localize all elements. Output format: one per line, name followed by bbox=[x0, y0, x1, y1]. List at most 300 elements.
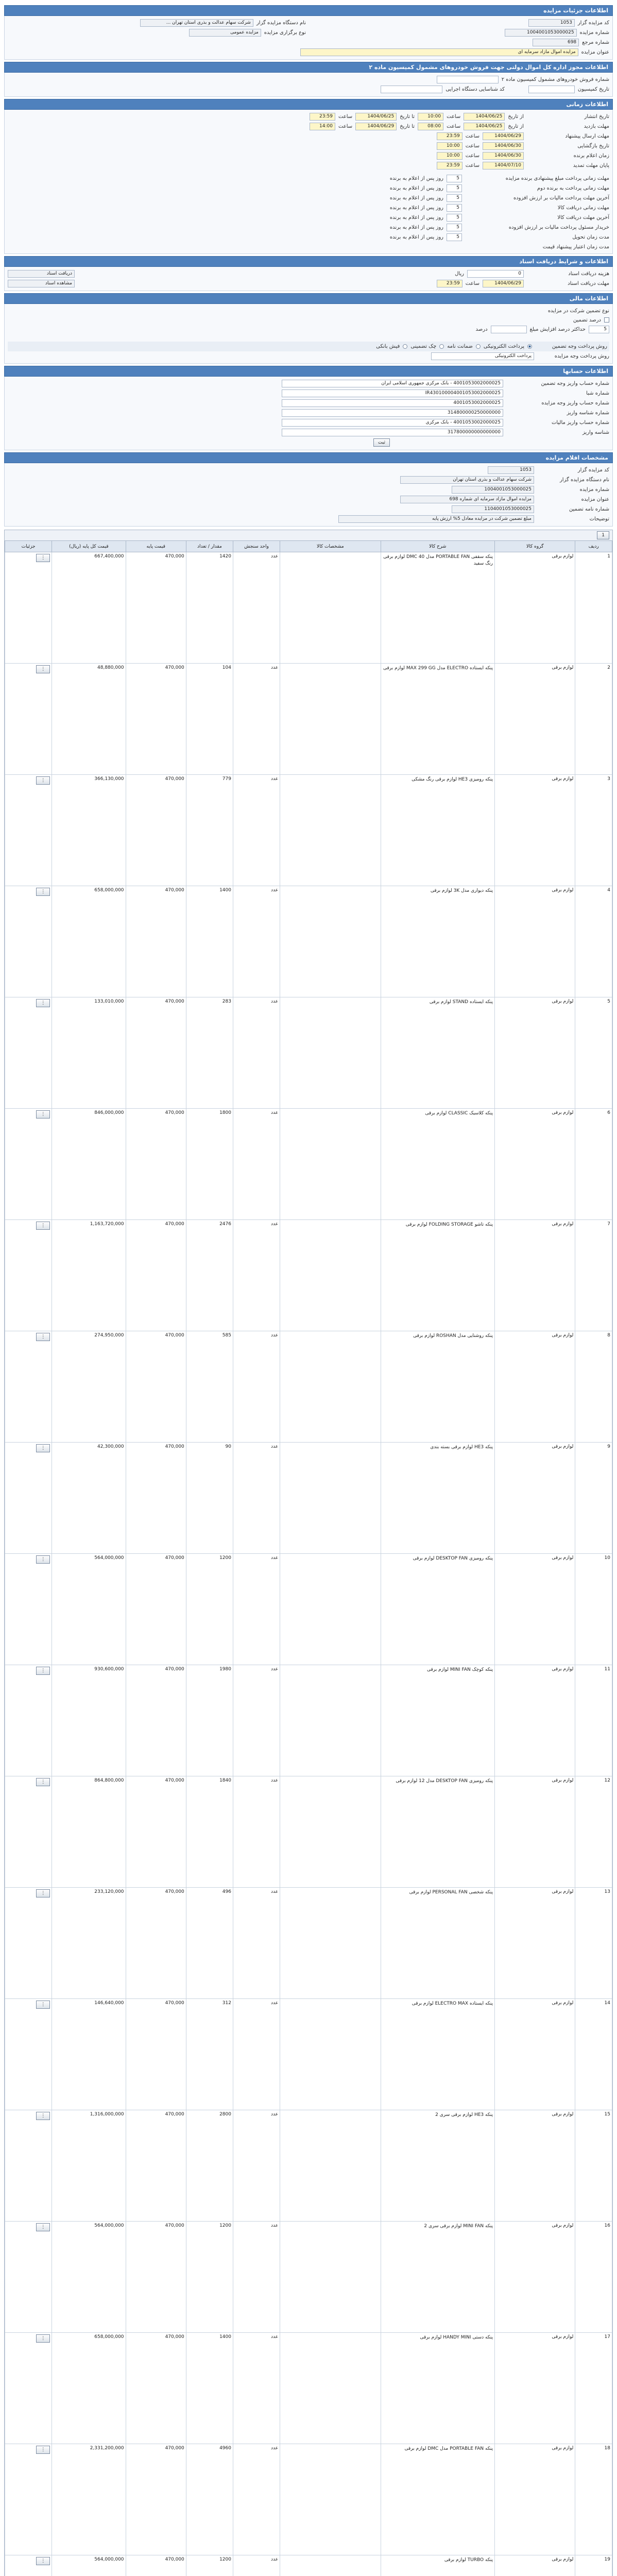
col-header: واحد سنجش bbox=[233, 541, 280, 552]
date-field[interactable]: 1404/06/30 bbox=[483, 152, 524, 160]
duration-label: آخرین مهلت دریافت کالا bbox=[557, 215, 609, 221]
row-price: 470,000 bbox=[126, 2333, 186, 2444]
row-group: لوازم برقی bbox=[495, 1888, 575, 1999]
col-header: قیمت پایه bbox=[126, 541, 186, 552]
row-total: 146,640,000 bbox=[52, 1999, 126, 2110]
row-qty: 104 bbox=[186, 664, 233, 775]
row-desc: پنکه رومیزی DESKTOP FAN لوازم برقی bbox=[381, 1554, 494, 1665]
info-field: 1004001053000025 bbox=[452, 486, 534, 494]
row-details-cell bbox=[5, 1888, 52, 1999]
row-total: 42,300,000 bbox=[52, 1443, 126, 1554]
row-desc: پنکه رومیزی DESKTOP FAN مدل 12 لوازم برقی bbox=[381, 1776, 494, 1888]
row-total: 564,000,000 bbox=[52, 1554, 126, 1665]
account-field: 4001053002000025 - بانک مرکزی bbox=[282, 419, 503, 427]
row-desc: پنکه دیواری مدل 3K لوازم برقی bbox=[381, 886, 494, 997]
row-qty: 1840 bbox=[186, 1776, 233, 1888]
method-label: روش پرداخت وجه مزایده bbox=[554, 353, 609, 359]
to-time-field[interactable]: 23:59 bbox=[310, 113, 335, 121]
row-qty: 4960 bbox=[186, 2444, 233, 2555]
details-button[interactable]: ⋮ bbox=[36, 1444, 50, 1452]
row-index: 7 bbox=[575, 1220, 612, 1331]
account-label: شماره شبا bbox=[586, 391, 609, 396]
row-qty: 496 bbox=[186, 1888, 233, 1999]
duration-unit: روز پس از اعلام به برنده bbox=[389, 195, 443, 201]
table-row bbox=[5, 775, 612, 886]
row-group: لوازم برقی bbox=[495, 2333, 575, 2444]
row-price: 470,000 bbox=[126, 1220, 186, 1331]
row-qty: 1420 bbox=[186, 552, 233, 664]
row-qty: 2476 bbox=[186, 1220, 233, 1331]
row-qty: 283 bbox=[186, 997, 233, 1109]
row-qty: 1400 bbox=[186, 2333, 233, 2444]
items-info bbox=[4, 463, 613, 527]
time-field[interactable]: 10:00 bbox=[437, 142, 462, 150]
row-unit: عدد bbox=[233, 1109, 280, 1220]
table-row bbox=[5, 1776, 612, 1888]
info-label: شماره مزایده bbox=[579, 487, 609, 493]
row-index: 16 bbox=[575, 2222, 612, 2333]
row-spec bbox=[280, 1888, 381, 1999]
duration-unit: روز پس از اعلام به برنده bbox=[389, 176, 443, 181]
details-button[interactable]: ⋮ bbox=[36, 2334, 50, 2343]
items-body bbox=[5, 552, 612, 2576]
deadline-date-field: 1404/06/29 bbox=[483, 280, 524, 287]
table-row bbox=[5, 997, 612, 1109]
row-qty: 90 bbox=[186, 1443, 233, 1554]
row-total: 667,400,000 bbox=[52, 552, 126, 664]
row-details-cell bbox=[5, 1331, 52, 1443]
details-button[interactable]: ⋮ bbox=[36, 1778, 50, 1786]
row-qty: 1980 bbox=[186, 1665, 233, 1776]
row-desc: پنکه ایستاده ELECTRO MAX لوازم برقی bbox=[381, 1999, 494, 2110]
info-label: شماره نامه تضمین bbox=[569, 506, 609, 512]
duration-label: مهلت زمانی پرداخت مبلغ پیشنهادی برنده مزایده bbox=[505, 176, 609, 181]
account-label: شماره شناسه واریز bbox=[567, 410, 609, 416]
date-field[interactable]: 1404/06/25 bbox=[464, 113, 505, 121]
commission-date-field[interactable] bbox=[528, 86, 575, 93]
row-price: 470,000 bbox=[126, 1665, 186, 1776]
col-header: جزئیات bbox=[5, 541, 52, 552]
number-label: شماره مزایده bbox=[579, 30, 609, 36]
table-row bbox=[5, 552, 612, 664]
submit-button[interactable]: ثبت bbox=[373, 438, 390, 447]
percent-extra-field[interactable] bbox=[491, 326, 527, 333]
code-field: 1053 bbox=[528, 19, 575, 27]
table-row bbox=[5, 1888, 612, 1999]
row-price: 470,000 bbox=[126, 1888, 186, 1999]
date-row-label: زمان اعلام برنده bbox=[573, 153, 609, 159]
tender-body bbox=[4, 16, 613, 60]
row-price: 470,000 bbox=[126, 2110, 186, 2222]
row-spec bbox=[280, 1331, 381, 1443]
row-unit: عدد bbox=[233, 886, 280, 997]
row-index: 18 bbox=[575, 2444, 612, 2555]
row-index: 3 bbox=[575, 775, 612, 886]
details-button[interactable]: ⋮ bbox=[36, 1889, 50, 1897]
payment-radio[interactable] bbox=[476, 344, 481, 349]
row-details-cell bbox=[5, 1776, 52, 1888]
row-group: لوازم برقی bbox=[495, 2444, 575, 2555]
details-button[interactable]: ⋮ bbox=[36, 2557, 50, 2565]
to-time-field[interactable]: 14:00 bbox=[310, 123, 335, 130]
from-label: از تاریخ bbox=[508, 124, 524, 129]
row-spec bbox=[280, 1443, 381, 1554]
row-spec bbox=[280, 1665, 381, 1776]
details-button[interactable]: ⋮ bbox=[36, 665, 50, 673]
row-index: 17 bbox=[575, 2333, 612, 2444]
row-unit: عدد bbox=[233, 2222, 280, 2333]
duration-label: خریدار مسئول پرداخت مالیات بر ارزش افزوده bbox=[508, 225, 609, 230]
org-code-field[interactable] bbox=[381, 86, 442, 93]
items-table bbox=[5, 540, 612, 2576]
row-total: 274,950,000 bbox=[52, 1331, 126, 1443]
row-group: لوازم برقی bbox=[495, 664, 575, 775]
guarantee-checkbox[interactable] bbox=[604, 317, 609, 323]
info-label: توضیحات bbox=[589, 516, 609, 522]
row-desc: پنکه PORTABLE FAN مدل DMC لوازم برقی bbox=[381, 2444, 494, 2555]
percent-label: درصد تضمین bbox=[573, 317, 601, 323]
sale-num-field[interactable] bbox=[437, 76, 499, 83]
row-desc: پنکه ایستاده STAND لوازم برقی bbox=[381, 997, 494, 1109]
row-price: 470,000 bbox=[126, 552, 186, 664]
row-total: 233,120,000 bbox=[52, 1888, 126, 1999]
time-label: ساعت bbox=[338, 114, 353, 120]
col-header: شرح کالا bbox=[381, 541, 494, 552]
row-unit: عدد bbox=[233, 1331, 280, 1443]
deadline-time-field: 23:59 bbox=[437, 280, 462, 287]
row-details-cell bbox=[5, 664, 52, 775]
duration-label: مهلت زمانی پرداخت به برنده دوم bbox=[537, 185, 609, 191]
row-total: 930,600,000 bbox=[52, 1665, 126, 1776]
date-field[interactable]: 1404/06/30 bbox=[483, 142, 524, 150]
time-field[interactable]: 08:00 bbox=[418, 123, 443, 130]
payment-option-label: پرداخت الکترونیکی bbox=[483, 344, 524, 349]
table-row bbox=[5, 1999, 612, 2110]
row-spec bbox=[280, 552, 381, 664]
time-field[interactable]: 10:00 bbox=[437, 152, 462, 160]
duration-unit: روز پس از اعلام به برنده bbox=[389, 205, 443, 211]
row-details-cell bbox=[5, 1443, 52, 1554]
account-field: 4001053002000025 bbox=[282, 399, 503, 407]
row-price: 470,000 bbox=[126, 1999, 186, 2110]
tender-header: اطلاعات جزئیات مزایده bbox=[4, 5, 613, 16]
details-button[interactable]: ⋮ bbox=[36, 1222, 50, 1230]
validity-label: مدت زمان اعتبار پیشنهاد قیمت bbox=[542, 244, 609, 250]
sale-body bbox=[4, 73, 613, 97]
duration-field[interactable]: 5 bbox=[447, 233, 462, 241]
table-row bbox=[5, 664, 612, 775]
details-button[interactable]: ⋮ bbox=[36, 2001, 50, 2009]
row-unit: عدد bbox=[233, 2555, 280, 2576]
account-field: 4001053002000025 - بانک مرکزی جمهوری اسلامی ایران bbox=[282, 380, 503, 387]
payment-radio[interactable] bbox=[527, 344, 532, 349]
duration-field[interactable]: 5 bbox=[447, 224, 462, 231]
duration-field[interactable]: 5 bbox=[447, 184, 462, 192]
row-group: لوازم برقی bbox=[495, 1999, 575, 2110]
fee-field: 0 bbox=[467, 270, 524, 278]
row-total: 2,331,200,000 bbox=[52, 2444, 126, 2555]
row-spec bbox=[280, 2110, 381, 2222]
row-group: لوازم برقی bbox=[495, 2222, 575, 2333]
commission-date-label: تاریخ کمیسیون bbox=[577, 87, 609, 92]
row-price: 470,000 bbox=[126, 1443, 186, 1554]
row-details-cell bbox=[5, 1999, 52, 2110]
view-docs-button[interactable]: مشاهده اسناد bbox=[8, 280, 75, 287]
row-qty: 585 bbox=[186, 1331, 233, 1443]
info-field: مبلغ تضمین شرکت در مزایده معادل 5% ارزش پایه bbox=[338, 515, 534, 523]
row-unit: عدد bbox=[233, 1443, 280, 1554]
ref-label: شماره مرجع bbox=[582, 40, 609, 45]
financial-body bbox=[4, 304, 613, 364]
type-label: نوع برگزاری مزایده bbox=[264, 30, 306, 36]
row-group: لوازم برقی bbox=[495, 2555, 575, 2576]
details-button[interactable]: ⋮ bbox=[36, 554, 50, 562]
row-group: لوازم برقی bbox=[495, 1554, 575, 1665]
row-desc: پنکه دستی HANDY MINI لوازم برقی bbox=[381, 2333, 494, 2444]
details-button[interactable]: ⋮ bbox=[36, 1555, 50, 1564]
row-index: 12 bbox=[575, 1776, 612, 1888]
duration-field[interactable]: 5 bbox=[447, 194, 462, 202]
date-row-label: تاریخ بازگشایی bbox=[577, 143, 609, 149]
time-label: ساعت bbox=[338, 124, 353, 129]
date-row-label: تاریخ انتشار bbox=[584, 114, 609, 120]
payment-radio[interactable] bbox=[439, 344, 444, 349]
details-button[interactable]: ⋮ bbox=[36, 2223, 50, 2231]
details-button[interactable]: ⋮ bbox=[36, 888, 50, 896]
row-price: 470,000 bbox=[126, 2222, 186, 2333]
col-header: مقدار / تعداد bbox=[186, 541, 233, 552]
info-field: مزایده اموال مازاد سرمایه ای شماره 698 bbox=[400, 496, 534, 503]
col-header: قیمت کل پایه (ریال) bbox=[52, 541, 126, 552]
duration-label: مهلت زمانی دریافت کالا bbox=[557, 205, 609, 211]
conditions-body bbox=[4, 267, 613, 291]
dates-header: اطلاعات زمانی bbox=[4, 99, 613, 110]
row-price: 470,000 bbox=[126, 1554, 186, 1665]
info-field: شرکت سهام عدالت و بذری استان تهران bbox=[400, 476, 534, 484]
account-label: شناسه واریز bbox=[582, 430, 609, 435]
row-desc: پنکه HE3 لوازم برقی سری 2 bbox=[381, 2110, 494, 2222]
row-unit: عدد bbox=[233, 2333, 280, 2444]
time-label: ساعت bbox=[465, 153, 479, 159]
account-label: شماره حساب واریز وجه تضمین bbox=[541, 381, 609, 386]
account-field: IR430100004001053002000025 bbox=[282, 389, 503, 397]
financial-header: اطلاعات مالی bbox=[4, 293, 613, 304]
row-group: لوازم برقی bbox=[495, 886, 575, 997]
details-button[interactable]: ⋮ bbox=[36, 1333, 50, 1341]
time-label: ساعت bbox=[465, 281, 479, 286]
ref-field: 698 bbox=[533, 39, 579, 46]
time-label: ساعت bbox=[447, 124, 461, 129]
row-qty: 1200 bbox=[186, 1554, 233, 1665]
date-row-label: مهلت بازدید bbox=[584, 124, 609, 129]
row-qty: 1800 bbox=[186, 1109, 233, 1220]
date-row-label: پایان مهلت تمدید bbox=[573, 163, 609, 168]
accounts-header: اطلاعات حسابها bbox=[4, 366, 613, 377]
row-total: 133,010,000 bbox=[52, 997, 126, 1109]
row-desc: پنکه TURBO لوازم برقی bbox=[381, 2555, 494, 2576]
row-total: 1,163,720,000 bbox=[52, 1220, 126, 1331]
fee-unit: ریال bbox=[455, 271, 464, 277]
row-unit: عدد bbox=[233, 775, 280, 886]
date-field[interactable]: 1404/07/10 bbox=[483, 162, 524, 170]
to-date-field[interactable]: 1404/06/29 bbox=[355, 123, 397, 130]
row-details-cell bbox=[5, 1220, 52, 1331]
receive-docs-button[interactable]: دریافت اسناد bbox=[8, 270, 75, 278]
row-group: لوازم برقی bbox=[495, 1443, 575, 1554]
row-qty: 1200 bbox=[186, 2555, 233, 2576]
row-index: 19 bbox=[575, 2555, 612, 2576]
row-spec bbox=[280, 1109, 381, 1220]
row-details-cell bbox=[5, 2444, 52, 2555]
row-group: لوازم برقی bbox=[495, 1665, 575, 1776]
items-table-wrap bbox=[4, 530, 613, 2576]
number-field: 1004001053000025 bbox=[505, 29, 577, 37]
percent-desc: حداکثر درصد افزایش مبلغ bbox=[529, 327, 586, 332]
table-row bbox=[5, 2555, 612, 2576]
code-label: کد مزایده گزار bbox=[577, 20, 609, 26]
row-index: 5 bbox=[575, 997, 612, 1109]
details-button[interactable]: ⋮ bbox=[36, 2112, 50, 2120]
to-label: تا تاریخ bbox=[400, 114, 415, 120]
row-index: 15 bbox=[575, 2110, 612, 2222]
row-details-cell bbox=[5, 552, 52, 664]
row-unit: عدد bbox=[233, 664, 280, 775]
row-spec bbox=[280, 997, 381, 1109]
table-row bbox=[5, 2444, 612, 2555]
payment-option-label: چک تضمینی bbox=[410, 344, 437, 349]
table-row bbox=[5, 1109, 612, 1220]
duration-unit: روز پس از اعلام به برنده bbox=[389, 215, 443, 221]
payment-radio[interactable] bbox=[403, 344, 407, 349]
accounts-body bbox=[4, 377, 613, 450]
items-header: مشخصات اقلام مزایده bbox=[4, 452, 613, 463]
row-qty: 779 bbox=[186, 775, 233, 886]
duration-unit: روز پس از اعلام به برنده bbox=[389, 234, 443, 240]
date-field[interactable]: 1404/06/25 bbox=[464, 123, 505, 130]
row-spec bbox=[280, 2555, 381, 2576]
row-price: 470,000 bbox=[126, 775, 186, 886]
duration-field[interactable]: 5 bbox=[447, 175, 462, 182]
pager-button[interactable]: 1 bbox=[597, 531, 609, 539]
type-field: مزایده عمومی bbox=[189, 29, 261, 37]
row-unit: عدد bbox=[233, 997, 280, 1109]
table-row bbox=[5, 2333, 612, 2444]
row-price: 470,000 bbox=[126, 2555, 186, 2576]
row-price: 470,000 bbox=[126, 1331, 186, 1443]
name-label: نام دستگاه مزایده گزار bbox=[256, 20, 306, 26]
account-field: 314800000250000000 bbox=[282, 409, 503, 417]
fee-label: هزینه دریافت اسناد bbox=[568, 271, 609, 277]
row-unit: عدد bbox=[233, 552, 280, 664]
details-button[interactable]: ⋮ bbox=[36, 1110, 50, 1118]
row-unit: عدد bbox=[233, 1888, 280, 1999]
table-row bbox=[5, 886, 612, 997]
row-price: 470,000 bbox=[126, 1109, 186, 1220]
duration-field[interactable]: 5 bbox=[447, 214, 462, 222]
row-price: 470,000 bbox=[126, 664, 186, 775]
deadline-label: مهلت دریافت اسناد bbox=[568, 281, 609, 286]
title-label: عنوان مزایده bbox=[581, 49, 609, 55]
duration-unit: روز پس از اعلام به برنده bbox=[389, 225, 443, 230]
row-index: 9 bbox=[575, 1443, 612, 1554]
row-unit: عدد bbox=[233, 1554, 280, 1665]
row-spec bbox=[280, 886, 381, 997]
col-header: ردیف bbox=[575, 541, 612, 552]
time-field[interactable]: 23:59 bbox=[437, 132, 462, 140]
table-row bbox=[5, 1665, 612, 1776]
row-group: لوازم برقی bbox=[495, 775, 575, 886]
row-spec bbox=[280, 1999, 381, 2110]
row-desc: پنکه سقفی PORTABLE FAN مدل DMC 40 لوازم برقی رنگ سفید bbox=[381, 552, 494, 664]
method-select[interactable]: پرداخت الکترونیکی bbox=[431, 352, 534, 360]
col-header: گروه کالا bbox=[495, 541, 575, 552]
row-qty: 1400 bbox=[186, 886, 233, 997]
from-label: از تاریخ bbox=[508, 114, 524, 120]
row-details-cell bbox=[5, 2333, 52, 2444]
row-spec bbox=[280, 2222, 381, 2333]
details-button[interactable]: ⋮ bbox=[36, 1667, 50, 1675]
row-details-cell bbox=[5, 775, 52, 886]
row-total: 846,000,000 bbox=[52, 1109, 126, 1220]
row-total: 564,000,000 bbox=[52, 2555, 126, 2576]
row-desc: پنکه کلاسیک CLASSIC لوازم برقی bbox=[381, 1109, 494, 1220]
details-button[interactable]: ⋮ bbox=[36, 999, 50, 1007]
table-row bbox=[5, 2222, 612, 2333]
row-price: 470,000 bbox=[126, 997, 186, 1109]
org-code-label: کد شناسایی دستگاه اجرایی bbox=[445, 87, 505, 92]
conditions-header: اطلاعات و شرایط دریافت اسناد bbox=[4, 256, 613, 267]
row-index: 2 bbox=[575, 664, 612, 775]
row-index: 1 bbox=[575, 552, 612, 664]
dates-body bbox=[4, 110, 613, 254]
info-field: 1053 bbox=[488, 466, 534, 474]
row-total: 564,000,000 bbox=[52, 2222, 126, 2333]
row-details-cell bbox=[5, 2555, 52, 2576]
percent-field[interactable]: 5 bbox=[589, 326, 609, 333]
to-date-field[interactable]: 1404/06/25 bbox=[355, 113, 397, 121]
percent-unit: درصد bbox=[475, 327, 488, 332]
payment-option-label: فیش بانکی bbox=[376, 344, 400, 349]
name-field: شرکت سهام عدالت و بذری استان تهران ... bbox=[140, 19, 253, 27]
row-total: 864,800,000 bbox=[52, 1776, 126, 1888]
table-row bbox=[5, 1443, 612, 1554]
row-details-cell bbox=[5, 997, 52, 1109]
row-details-cell bbox=[5, 1554, 52, 1665]
time-field[interactable]: 10:00 bbox=[418, 113, 443, 121]
details-button[interactable]: ⋮ bbox=[36, 2446, 50, 2454]
details-button[interactable]: ⋮ bbox=[36, 776, 50, 785]
row-group: لوازم برقی bbox=[495, 1220, 575, 1331]
row-details-cell bbox=[5, 2222, 52, 2333]
row-index: 11 bbox=[575, 1665, 612, 1776]
duration-field[interactable]: 5 bbox=[447, 204, 462, 212]
sale-header: اطلاعات مجوز اداره کل اموال دولتی جهت فروش خودروهای مشمول کمیسیون ماده ۲ bbox=[4, 62, 613, 73]
row-index: 14 bbox=[575, 1999, 612, 2110]
row-price: 470,000 bbox=[126, 2444, 186, 2555]
row-total: 48,880,000 bbox=[52, 664, 126, 775]
table-row bbox=[5, 1220, 612, 1331]
account-label: شماره حساب واریز وجه مزایده bbox=[541, 400, 609, 406]
info-label: کد مزایده گزار bbox=[577, 467, 609, 473]
sale-num-label: شماره فروش خودروهای مشمول کمیسیون ماده ۲ bbox=[501, 77, 609, 82]
time-field[interactable]: 23:59 bbox=[437, 162, 462, 170]
row-details-cell bbox=[5, 1665, 52, 1776]
row-group: لوازم برقی bbox=[495, 2110, 575, 2222]
row-unit: عدد bbox=[233, 1665, 280, 1776]
time-label: ساعت bbox=[465, 143, 479, 149]
row-total: 658,000,000 bbox=[52, 886, 126, 997]
date-field[interactable]: 1404/06/29 bbox=[483, 132, 524, 140]
